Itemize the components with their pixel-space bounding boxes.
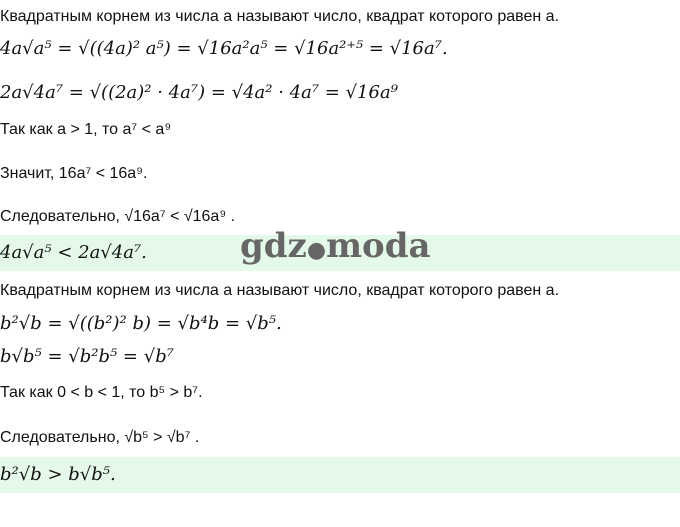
definition-text-2: Квадратным корнем из числа a называют число, квадрат которого равен a.	[0, 282, 560, 299]
equation-3: b²√b = √((b²)² b) = √b⁴b = √b⁵.	[0, 313, 282, 334]
equation-4: b√b⁵ = √b²b⁵ = √b⁷	[0, 346, 174, 367]
answer-1: 4a√a⁵ < 2a√4a⁷.	[0, 242, 147, 263]
therefore-text-2: Следовательно, √b⁵ > √b⁷ .	[0, 429, 200, 446]
answer-2: b²√b > b√b⁵.	[0, 464, 116, 485]
conclusion-text-1: Значит, 16a⁷ < 16a⁹.	[0, 165, 148, 182]
condition-text-2: Так как 0 < b < 1, то b⁵ > b⁷.	[0, 384, 203, 401]
therefore-text-1: Следовательно, √16a⁷ < √16a⁹ .	[0, 208, 236, 225]
equation-1: 4a√a⁵ = √((4a)² a⁵) = √16a²a⁵ = √16a²⁺⁵ = √16a⁷.	[0, 38, 448, 59]
equation-2: 2a√4a⁷ = √((2a)² · 4a⁷) = √4a² · 4a⁷ = √16a⁹	[0, 82, 398, 103]
definition-text-1: Квадратным корнем из числа a называют число, квадрат которого равен a.	[0, 8, 560, 25]
watermark-logo: gdz●moda	[240, 226, 431, 266]
condition-text-1: Так как a > 1, то a⁷ < a⁹	[0, 121, 172, 138]
